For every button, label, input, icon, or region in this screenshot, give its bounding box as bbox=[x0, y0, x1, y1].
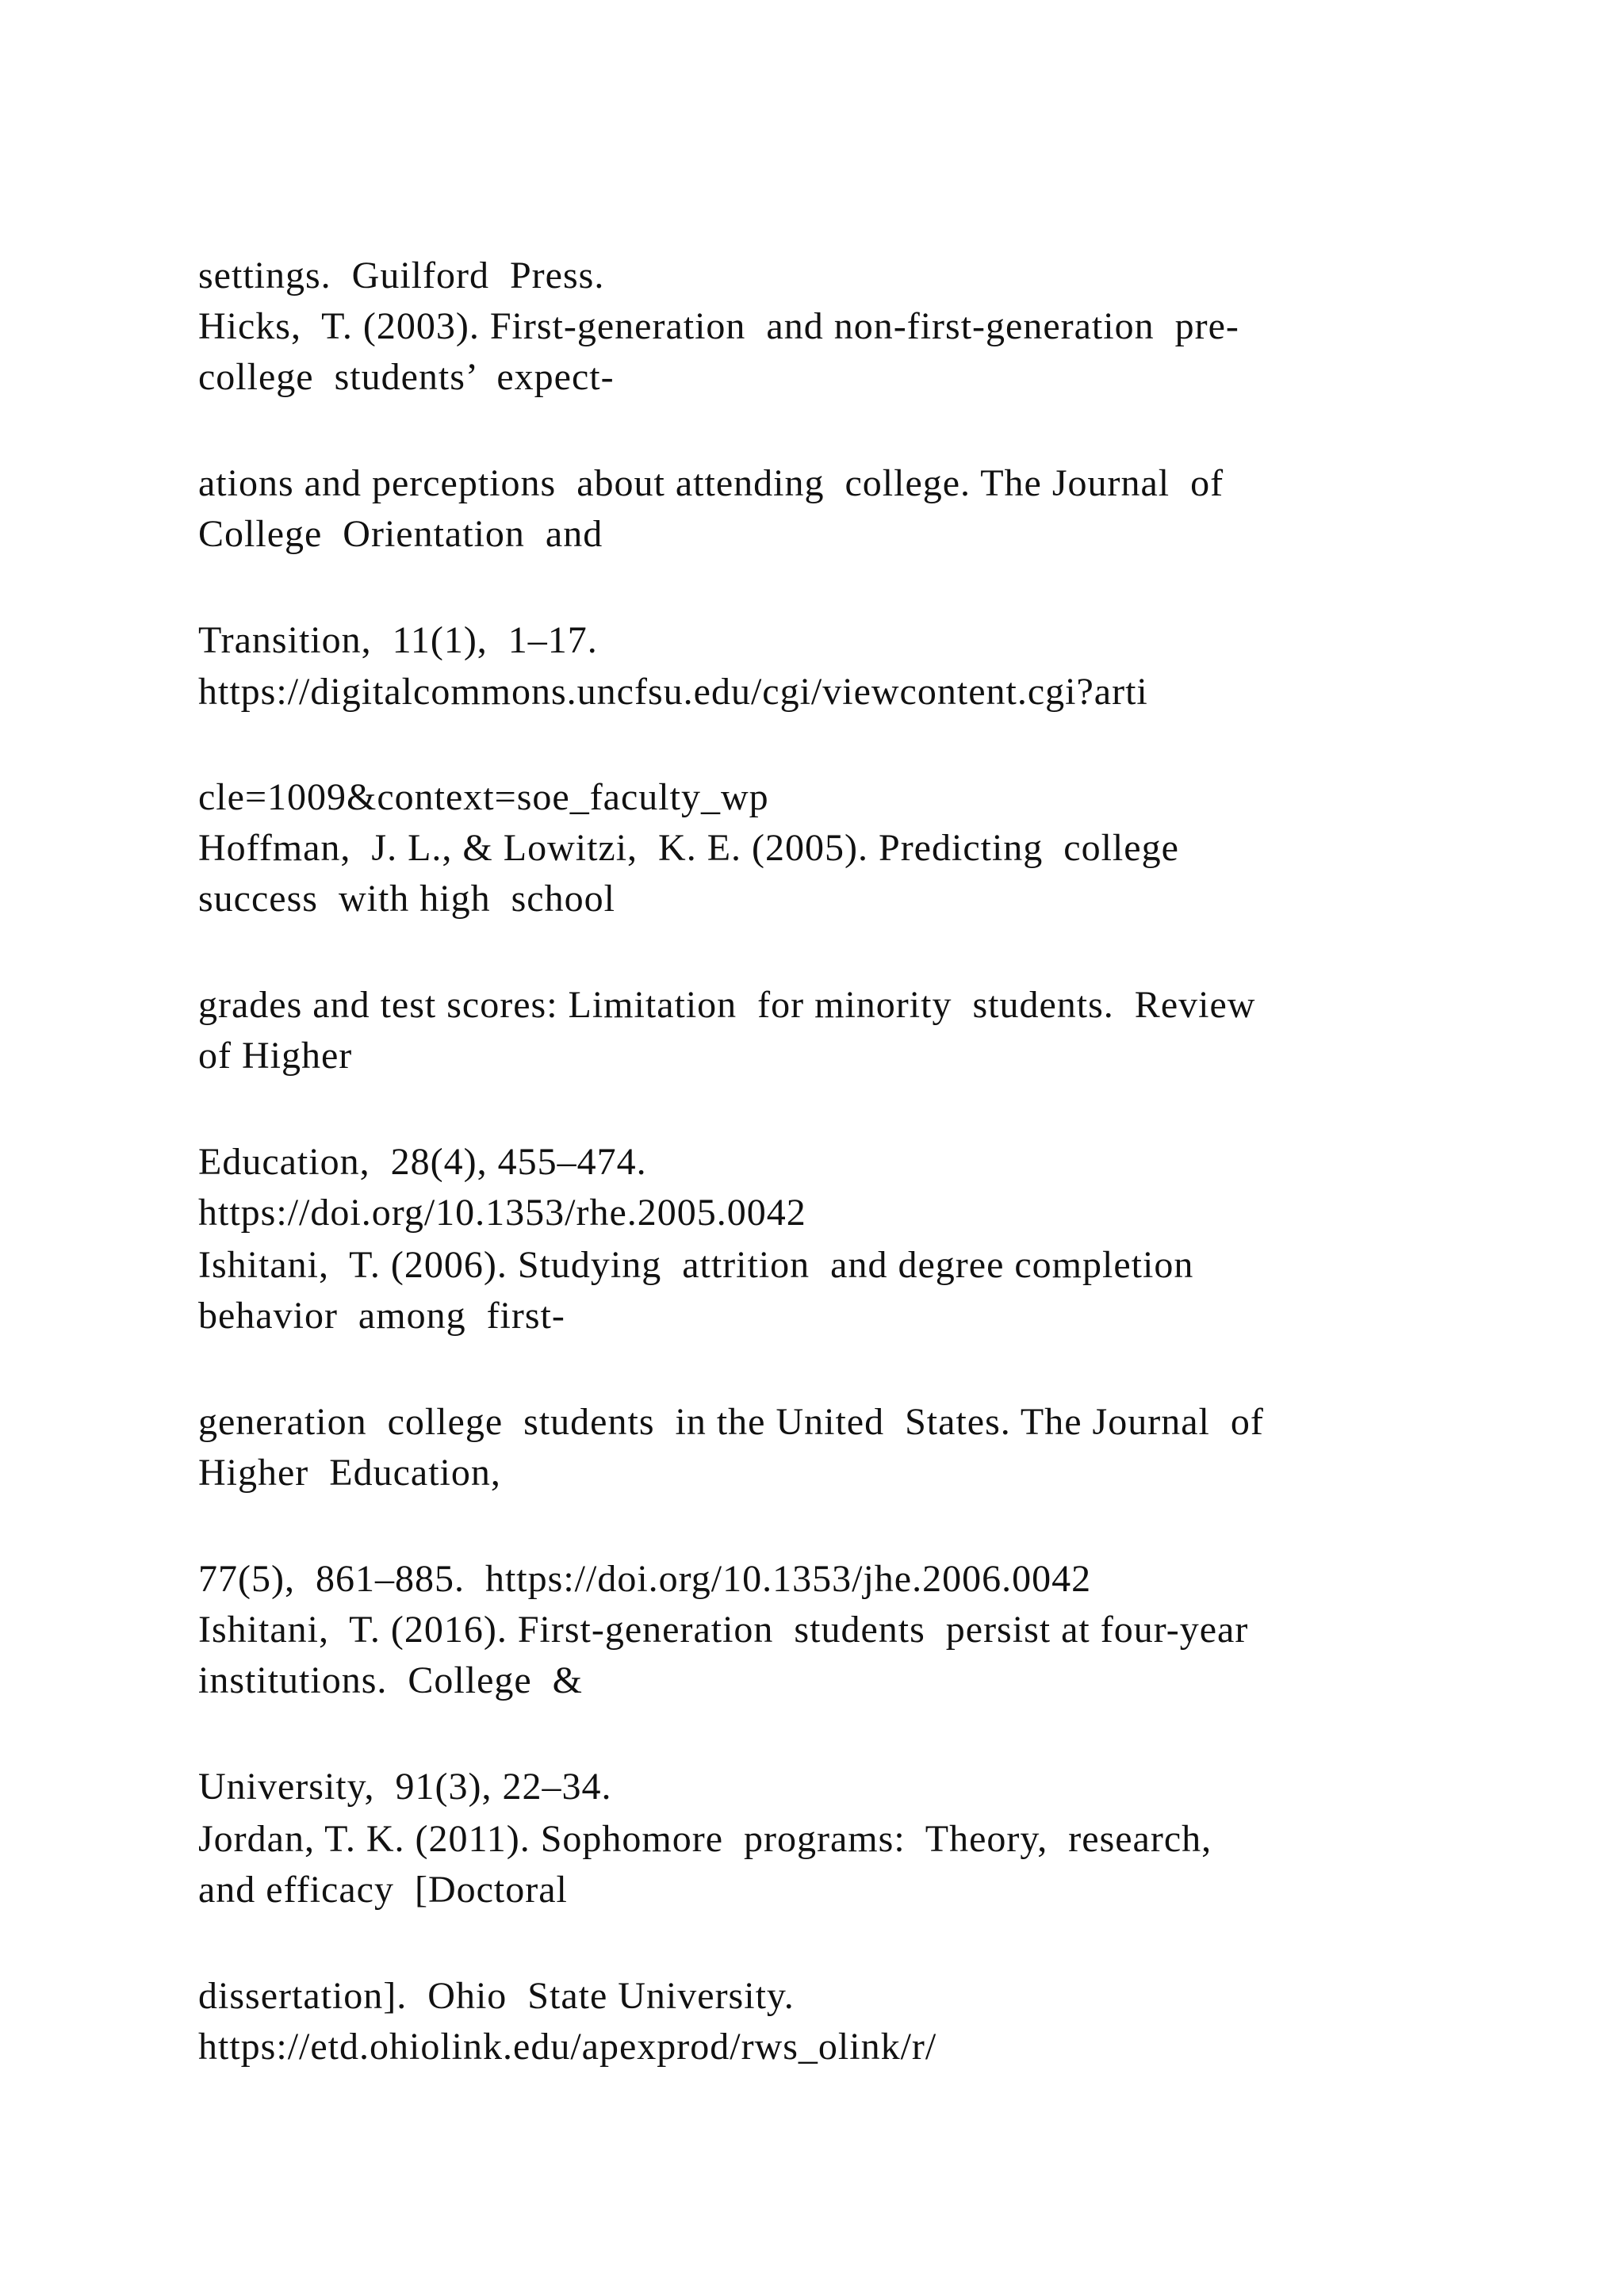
text-line: Hoffman, J. L., & Lowitzi, K. E. (2005). Predicting college bbox=[198, 827, 1179, 869]
text-line: Ishitani, T. (2016). First-generation students persist at four-year bbox=[198, 1609, 1249, 1651]
text-line: of Higher bbox=[198, 1035, 353, 1077]
text-line: institutions. College & bbox=[198, 1659, 584, 1701]
text-line: and efficacy [Doctoral bbox=[198, 1869, 568, 1911]
text-line: Ishitani, T. (2006). Studying attrition and degree completion bbox=[198, 1244, 1194, 1286]
text-line: Jordan, T. K. (2011). Sophomore programs: Theory, research, bbox=[198, 1818, 1212, 1860]
text-line: college students’ expect- bbox=[198, 356, 615, 398]
text-line: https://doi.org/10.1353/rhe.2005.0042 bbox=[198, 1192, 806, 1234]
text-line: University, 91(3), 22–34. bbox=[198, 1766, 612, 1808]
text-line: success with high school bbox=[198, 878, 615, 920]
text-line: grades and test scores: Limitation for minority students. Review bbox=[198, 984, 1256, 1026]
text-line: dissertation]. Ohio State University. bbox=[198, 1975, 795, 2017]
text-line: cle=1009&context=soe_faculty_wp bbox=[198, 776, 769, 818]
text-line: behavior among first- bbox=[198, 1295, 565, 1337]
text-line: Education, 28(4), 455–474. bbox=[198, 1141, 647, 1183]
text-line: College Orientation and bbox=[198, 513, 603, 555]
text-line: Transition, 11(1), 1–17. bbox=[198, 619, 598, 661]
text-line: https://etd.ohiolink.edu/apexprod/rws_olink/r/ bbox=[198, 2026, 937, 2068]
text-line: Hicks, T. (2003). First-generation and non-first-generation pre- bbox=[198, 305, 1239, 347]
text-line: https://digitalcommons.uncfsu.edu/cgi/viewcontent.cgi?arti bbox=[198, 671, 1148, 713]
text-line: settings. Guilford Press. bbox=[198, 254, 605, 297]
text-line: 77(5), 861–885. https://doi.org/10.1353/jhe.2006.0042 bbox=[198, 1558, 1092, 1600]
text-line: Higher Education, bbox=[198, 1452, 501, 1494]
text-line: generation college students in the United States. The Journal of bbox=[198, 1401, 1264, 1443]
text-line: ations and perceptions about attending college. The Journal of bbox=[198, 462, 1224, 504]
